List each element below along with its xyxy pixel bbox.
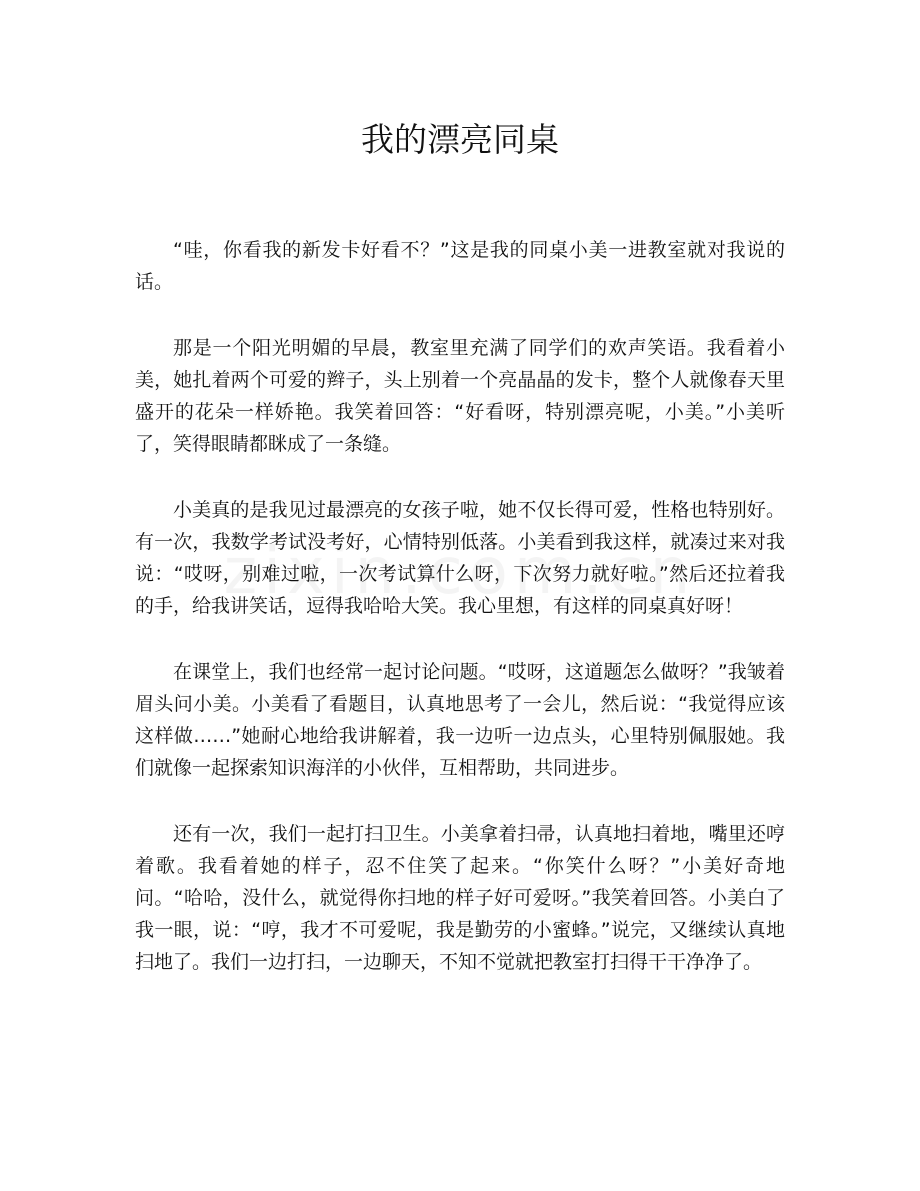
page-title: 我的漂亮同桌 [361, 120, 559, 159]
paragraph-5: 还有一次，我们一起打扫卫生。小美拿着扫帚，认真地扫着地，嘴里还哼着歌。我看着她的样子，忍不住笑了起来。“你笑什么呀？”小美好奇地问。“哈哈，没什么，就觉得你扫地的样子好可爱呀。”我笑着回答。小美白了我一眼，说：“哼，我才不可爱呢，我是勤劳的小蜜蜂。”说完，又继续认真地扫地了。我们一边打扫，一边聊天，不知不觉就把教室打扫得干干净净了。 [135, 823, 785, 973]
paragraph-4: 在课堂上，我们也经常一起讨论问题。“哎呀，这道题怎么做呀？”我皱着眉头问小美。小美看了看题目，认真地思考了一会儿，然后说：“我觉得应该这样做……”她耐心地给我讲解着，我一边听一边点头，心里特别佩服她。我们就像一起探索知识海洋的小伙伴，互相帮助，共同进步。 [135, 661, 785, 779]
paragraph-3: 小美真的是我见过最漂亮的女孩子啦，她不仅长得可爱，性格也特别好。有一次，我数学考试没考好，心情特别低落。小美看到我这样，就凑过来对我说：“哎呀，别难过啦，一次考试算什么呀，下次努力就好啦。”然后还拉着我的手，给我讲笑话，逗得我哈哈大笑。我心里想，有这样的同桌真好呀！ [135, 499, 785, 617]
paragraph-2: 那是一个阳光明媚的早晨，教室里充满了同学们的欢声笑语。我看着小美，她扎着两个可爱的辫子，头上别着一个亮晶晶的发卡，整个人就像春天里盛开的花朵一样娇艳。我笑着回答：“好看呀，特别漂亮呢，小美。”小美听了，笑得眼睛都眯成了一条缝。 [135, 337, 785, 455]
paragraph-1: “哇，你看我的新发卡好看不？”这是我的同桌小美一进教室就对我说的话。 [135, 239, 785, 293]
essay-body [135, 234, 785, 1012]
